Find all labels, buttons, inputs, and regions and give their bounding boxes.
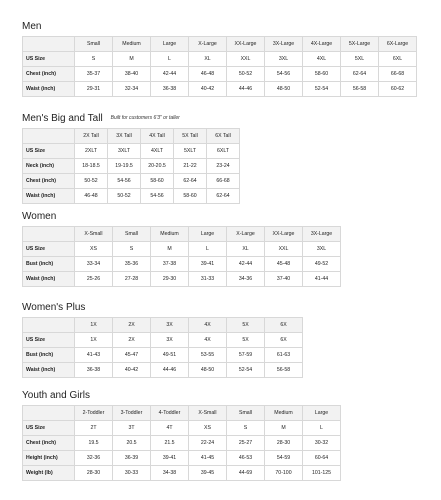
table-row bbox=[23, 451, 341, 466]
row-label: Waist (inch) bbox=[23, 189, 75, 204]
column-header: XX-Large bbox=[265, 227, 303, 242]
table-cell: 31-33 bbox=[189, 272, 227, 287]
section-mens-big-and-tall bbox=[22, 112, 240, 204]
table-cell: M bbox=[265, 421, 303, 436]
section-title-text: Women bbox=[22, 211, 57, 222]
column-header: 4X-Large bbox=[303, 37, 341, 52]
section-title-text: Men's Big and Tall bbox=[22, 113, 103, 125]
table-row bbox=[23, 272, 341, 287]
column-header: 2X bbox=[113, 318, 151, 333]
section-women bbox=[22, 210, 341, 287]
table-cell: 66-68 bbox=[379, 67, 417, 82]
table-cell: 58-60 bbox=[174, 189, 207, 204]
table-cell: S bbox=[113, 242, 151, 257]
column-header: 5X bbox=[227, 318, 265, 333]
table-row bbox=[23, 242, 341, 257]
table-row bbox=[23, 189, 240, 204]
table-cell: 18-18.5 bbox=[75, 159, 108, 174]
column-header: 6X bbox=[265, 318, 303, 333]
table-row bbox=[23, 333, 303, 348]
table-corner-cell bbox=[23, 129, 75, 144]
table-cell: 34-36 bbox=[227, 272, 265, 287]
table-cell: 34-38 bbox=[151, 466, 189, 481]
table-cell: 6XLT bbox=[207, 144, 240, 159]
column-header: Large bbox=[303, 406, 341, 421]
table-cell: 3XLT bbox=[108, 144, 141, 159]
table-cell: 70-100 bbox=[265, 466, 303, 481]
size-table bbox=[22, 317, 303, 378]
table-cell: 61-63 bbox=[265, 348, 303, 363]
table-cell: 42-44 bbox=[151, 67, 189, 82]
table-row bbox=[23, 348, 303, 363]
table-cell: 32-34 bbox=[113, 82, 151, 97]
section-note: Built for customers 6'3" or taller bbox=[110, 115, 180, 121]
table-cell: 4X bbox=[189, 333, 227, 348]
column-header: Medium bbox=[151, 227, 189, 242]
table-cell: 4T bbox=[151, 421, 189, 436]
table-cell: 36-39 bbox=[113, 451, 151, 466]
table-cell: XS bbox=[75, 242, 113, 257]
table-cell: 49-52 bbox=[303, 257, 341, 272]
size-table bbox=[22, 36, 417, 97]
table-cell: 62-64 bbox=[341, 67, 379, 82]
column-header: 5X Tall bbox=[174, 129, 207, 144]
column-header: Medium bbox=[265, 406, 303, 421]
table-cell: 58-60 bbox=[303, 67, 341, 82]
row-label: Height (inch) bbox=[23, 451, 75, 466]
table-cell: 35-37 bbox=[75, 67, 113, 82]
column-header: 4-Toddler bbox=[151, 406, 189, 421]
table-cell: 41-44 bbox=[303, 272, 341, 287]
table-cell: 46-53 bbox=[227, 451, 265, 466]
table-row bbox=[23, 82, 417, 97]
table-cell: XXL bbox=[265, 242, 303, 257]
table-cell: 56-58 bbox=[265, 363, 303, 378]
table-cell: S bbox=[75, 52, 113, 67]
table-cell: 5X bbox=[227, 333, 265, 348]
table-header-row bbox=[23, 129, 240, 144]
column-header: 3X-Large bbox=[265, 37, 303, 52]
column-header: 5X-Large bbox=[341, 37, 379, 52]
section-title bbox=[22, 389, 341, 402]
table-cell: 40-42 bbox=[189, 82, 227, 97]
column-header: Small bbox=[227, 406, 265, 421]
table-cell: 22-24 bbox=[189, 436, 227, 451]
section-title-text: Youth and Girls bbox=[22, 390, 91, 401]
column-header: Large bbox=[151, 37, 189, 52]
table-cell: 54-56 bbox=[265, 67, 303, 82]
table-cell: XL bbox=[189, 52, 227, 67]
column-header: 6X-Large bbox=[379, 37, 417, 52]
table-cell: 28-30 bbox=[75, 466, 113, 481]
table-cell: 19-19.5 bbox=[108, 159, 141, 174]
table-cell: 30-33 bbox=[113, 466, 151, 481]
table-cell: 48-50 bbox=[189, 363, 227, 378]
table-row bbox=[23, 174, 240, 189]
table-row bbox=[23, 466, 341, 481]
table-cell: 3T bbox=[113, 421, 151, 436]
table-cell: 48-50 bbox=[265, 82, 303, 97]
table-cell: 101-125 bbox=[303, 466, 341, 481]
table-cell: 66-68 bbox=[207, 174, 240, 189]
table-header-row bbox=[23, 37, 417, 52]
table-cell: 39-41 bbox=[151, 451, 189, 466]
column-header: Small bbox=[113, 227, 151, 242]
table-cell: 44-46 bbox=[227, 82, 265, 97]
row-label: Waist (inch) bbox=[23, 272, 75, 287]
column-header: X-Large bbox=[227, 227, 265, 242]
table-cell: XXL bbox=[227, 52, 265, 67]
table-cell: 54-59 bbox=[265, 451, 303, 466]
table-cell: 19.5 bbox=[75, 436, 113, 451]
row-label: Neck (inch) bbox=[23, 159, 75, 174]
table-cell: 38-40 bbox=[113, 67, 151, 82]
table-cell: L bbox=[303, 421, 341, 436]
size-table bbox=[22, 226, 341, 287]
section-title bbox=[22, 20, 417, 33]
table-corner-cell bbox=[23, 406, 75, 421]
row-label: Bust (inch) bbox=[23, 257, 75, 272]
table-row bbox=[23, 421, 341, 436]
table-cell: 4XL bbox=[303, 52, 341, 67]
table-cell: 1X bbox=[75, 333, 113, 348]
table-cell: 45-48 bbox=[265, 257, 303, 272]
table-cell: 3XL bbox=[265, 52, 303, 67]
table-cell: 54-56 bbox=[141, 189, 174, 204]
row-label: US Size bbox=[23, 52, 75, 67]
section-men bbox=[22, 20, 417, 97]
table-cell: 58-60 bbox=[141, 174, 174, 189]
table-row bbox=[23, 52, 417, 67]
table-cell: 62-64 bbox=[174, 174, 207, 189]
table-cell: 46-48 bbox=[75, 189, 108, 204]
table-cell: 33-34 bbox=[75, 257, 113, 272]
row-label: US Size bbox=[23, 421, 75, 436]
table-cell: 36-38 bbox=[75, 363, 113, 378]
table-cell: 62-64 bbox=[207, 189, 240, 204]
table-cell: 45-47 bbox=[113, 348, 151, 363]
section-youth-and-girls bbox=[22, 389, 341, 481]
table-cell: 50-52 bbox=[108, 189, 141, 204]
row-label: US Size bbox=[23, 144, 75, 159]
table-cell: 52-54 bbox=[303, 82, 341, 97]
table-cell: 5XL bbox=[341, 52, 379, 67]
column-header: 3-Toddler bbox=[113, 406, 151, 421]
row-label: Chest (inch) bbox=[23, 174, 75, 189]
column-header: 1X bbox=[75, 318, 113, 333]
table-cell: 28-30 bbox=[265, 436, 303, 451]
table-cell: 60-64 bbox=[303, 451, 341, 466]
table-cell: 23-24 bbox=[207, 159, 240, 174]
table-cell: 25-27 bbox=[227, 436, 265, 451]
table-cell: 2XLT bbox=[75, 144, 108, 159]
section-womens-plus bbox=[22, 301, 303, 378]
table-cell: 42-44 bbox=[227, 257, 265, 272]
table-cell: 3XL bbox=[303, 242, 341, 257]
table-cell: 49-51 bbox=[151, 348, 189, 363]
table-cell: 3X bbox=[151, 333, 189, 348]
table-cell: 44-46 bbox=[151, 363, 189, 378]
column-header: X-Large bbox=[189, 37, 227, 52]
table-corner-cell bbox=[23, 227, 75, 242]
table-cell: 50-52 bbox=[227, 67, 265, 82]
row-label: Waist (inch) bbox=[23, 82, 75, 97]
row-label: Weight (lb) bbox=[23, 466, 75, 481]
table-cell: 36-38 bbox=[151, 82, 189, 97]
table-row bbox=[23, 363, 303, 378]
column-header: X-Small bbox=[189, 406, 227, 421]
table-cell: 20-20.5 bbox=[141, 159, 174, 174]
table-cell: 56-58 bbox=[341, 82, 379, 97]
table-header-row bbox=[23, 227, 341, 242]
table-cell: 50-52 bbox=[75, 174, 108, 189]
table-cell: 29-31 bbox=[75, 82, 113, 97]
section-title bbox=[22, 301, 303, 314]
table-header-row bbox=[23, 318, 303, 333]
table-cell: 57-59 bbox=[227, 348, 265, 363]
table-cell: 37-40 bbox=[265, 272, 303, 287]
section-title-text: Women's Plus bbox=[22, 302, 86, 313]
table-cell: 32-36 bbox=[75, 451, 113, 466]
table-row bbox=[23, 436, 341, 451]
column-header: 4X bbox=[189, 318, 227, 333]
table-cell: 35-36 bbox=[113, 257, 151, 272]
column-header: Small bbox=[75, 37, 113, 52]
table-header-row bbox=[23, 406, 341, 421]
column-header: 3X Tall bbox=[108, 129, 141, 144]
table-cell: M bbox=[151, 242, 189, 257]
table-row bbox=[23, 257, 341, 272]
table-cell: XS bbox=[189, 421, 227, 436]
row-label: Chest (inch) bbox=[23, 67, 75, 82]
column-header: 2X Tall bbox=[75, 129, 108, 144]
table-cell: 4XLT bbox=[141, 144, 174, 159]
table-cell: 39-41 bbox=[189, 257, 227, 272]
table-cell: 53-55 bbox=[189, 348, 227, 363]
row-label: Bust (inch) bbox=[23, 348, 75, 363]
table-cell: 40-42 bbox=[113, 363, 151, 378]
table-cell: 39-45 bbox=[189, 466, 227, 481]
table-cell: M bbox=[113, 52, 151, 67]
table-row bbox=[23, 67, 417, 82]
table-cell: 2T bbox=[75, 421, 113, 436]
table-cell: 20.5 bbox=[113, 436, 151, 451]
table-cell: 54-56 bbox=[108, 174, 141, 189]
table-cell: 52-54 bbox=[227, 363, 265, 378]
column-header: Large bbox=[189, 227, 227, 242]
section-title-text: Men bbox=[22, 21, 42, 32]
table-cell: 25-26 bbox=[75, 272, 113, 287]
table-cell: 41-45 bbox=[189, 451, 227, 466]
table-cell: 6XL bbox=[379, 52, 417, 67]
table-row bbox=[23, 159, 240, 174]
table-cell: 27-28 bbox=[113, 272, 151, 287]
table-corner-cell bbox=[23, 37, 75, 52]
table-cell: S bbox=[227, 421, 265, 436]
column-header: Medium bbox=[113, 37, 151, 52]
size-table bbox=[22, 405, 341, 481]
table-cell: 29-30 bbox=[151, 272, 189, 287]
section-title bbox=[22, 112, 240, 125]
section-title bbox=[22, 210, 341, 223]
table-cell: L bbox=[189, 242, 227, 257]
table-cell: 21-22 bbox=[174, 159, 207, 174]
row-label: US Size bbox=[23, 242, 75, 257]
column-header: 4X Tall bbox=[141, 129, 174, 144]
row-label: US Size bbox=[23, 333, 75, 348]
table-cell: 6X bbox=[265, 333, 303, 348]
table-cell: 44-69 bbox=[227, 466, 265, 481]
table-cell: 2X bbox=[113, 333, 151, 348]
column-header: 3X-Large bbox=[303, 227, 341, 242]
column-header: 2-Toddler bbox=[75, 406, 113, 421]
table-cell: 60-62 bbox=[379, 82, 417, 97]
table-cell: 21.5 bbox=[151, 436, 189, 451]
table-cell: 37-38 bbox=[151, 257, 189, 272]
table-cell: 30-32 bbox=[303, 436, 341, 451]
table-corner-cell bbox=[23, 318, 75, 333]
table-cell: 5XLT bbox=[174, 144, 207, 159]
column-header: XX-Large bbox=[227, 37, 265, 52]
table-cell: XL bbox=[227, 242, 265, 257]
row-label: Chest (inch) bbox=[23, 436, 75, 451]
size-table bbox=[22, 128, 240, 204]
column-header: 3X bbox=[151, 318, 189, 333]
table-cell: 41-43 bbox=[75, 348, 113, 363]
table-cell: L bbox=[151, 52, 189, 67]
row-label: Waist (inch) bbox=[23, 363, 75, 378]
table-cell: 46-48 bbox=[189, 67, 227, 82]
table-row bbox=[23, 144, 240, 159]
column-header: 6X Tall bbox=[207, 129, 240, 144]
column-header: X-Small bbox=[75, 227, 113, 242]
